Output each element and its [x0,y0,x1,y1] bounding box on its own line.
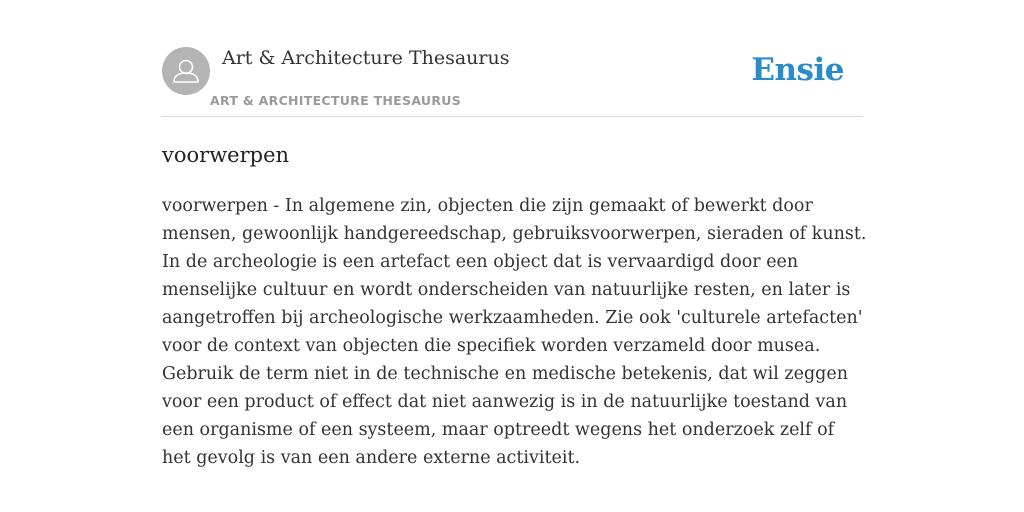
entry-definition: voorwerpen - In algemene zin, objecten die zijn gemaakt of bewerkt door mensen, gewoonlijk handgereedschap, gebruiksvoorwerpen, sieraden of kunst. In de archeologie is een artefact een object dat is vervaardigd door een menselijke cultuur en wordt onderscheiden van natuurlijke resten, en later is aangetroffen bij archeologische werkzaamheden. Zie ook 'culturele artefacten' voor de context van objecten die specifiek worden verzameld door musea. Gebruik de term niet in de technische en medische betekenis, dat wil zeggen voor een product of effect dat niet aanwezig is in de natuurlijke toestand van een organisme of een systeem, maar optreedt wegens het onderzoek zelf of het gevolg is van een andere externe activiteit. [162,196,867,468]
brand-logo[interactable]: Ensie [751,52,844,88]
source-header [162,46,862,117]
source-title-link[interactable]: Art & Architecture Thesaurus [222,47,510,69]
user-icon [162,47,210,95]
entry-term: voorwerpen [162,143,290,167]
source-subtitle[interactable]: ART & ARCHITECTURE THESAURUS [210,93,462,108]
source-avatar[interactable] [162,47,210,95]
